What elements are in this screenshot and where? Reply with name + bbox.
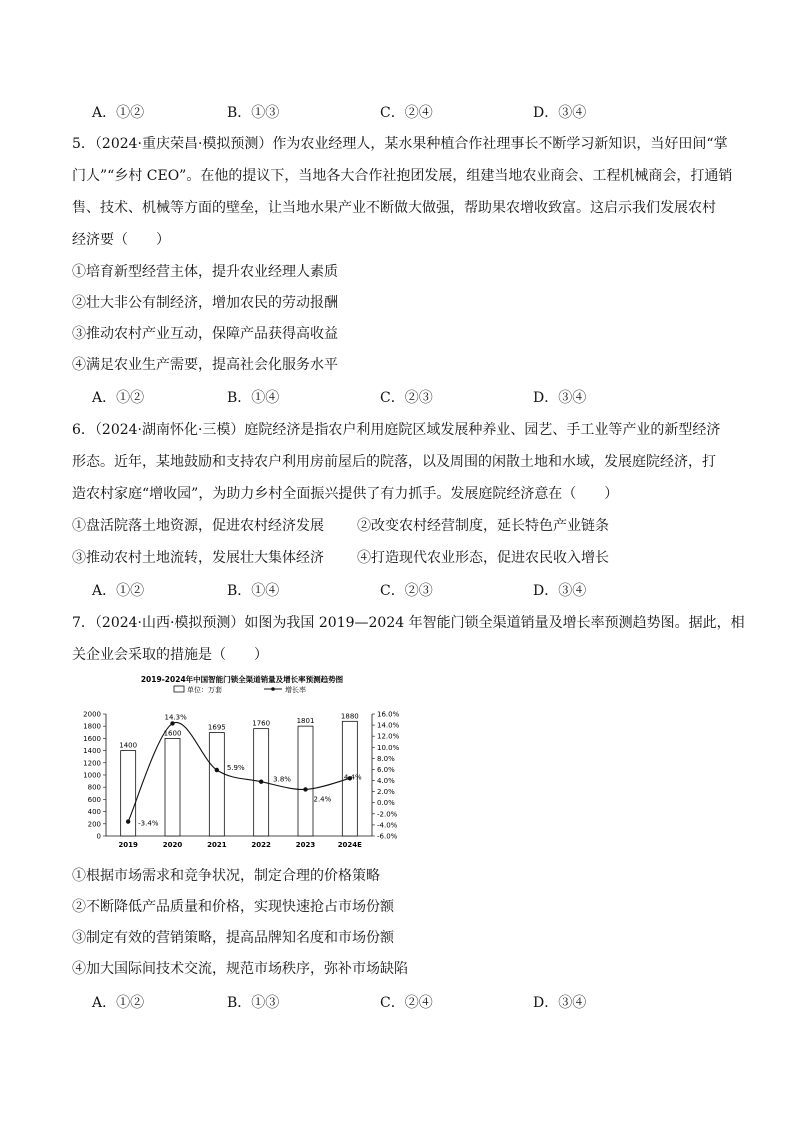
q6-item-4: ④打造现代农业形态，促进农民收入增长 [357,550,609,566]
q5-options [92,387,712,407]
legend-line-marker [271,687,275,691]
growth-point [259,779,263,783]
q5-item-3: ③推动农村产业互动，保障产品获得高收益 [72,326,338,342]
chart-legend [174,685,306,694]
growth-point [215,768,219,772]
q7-options [92,992,712,1012]
y2-tick-label: 16.0% [377,710,400,719]
y2-tick-label: 6.0% [377,765,395,774]
option-c[interactable]: C．②③ [380,390,433,406]
option-a[interactable]: A．①② [92,995,145,1011]
growth-label: 3.8% [273,775,291,784]
y-tick-label: 800 [87,783,101,792]
bar-value-label: 1600 [163,729,182,738]
y-tick-label: 600 [87,795,101,804]
bar-value-label: 1400 [119,741,138,750]
q6-items-row-2 [72,548,722,568]
y2-tick-label: 2.0% [377,788,395,797]
y2-tick-label: 8.0% [377,754,395,763]
q7-stem-line-2: 关企业会采取的措施是（ ） [72,647,268,663]
option-d[interactable]: D．③④ [533,105,587,121]
q5-item-1: ①培育新型经营主体，提升农业经理人素质 [72,264,338,280]
q6-items-row-1 [72,516,722,536]
bar-value-label: 1880 [340,712,359,721]
bar-value-label: 1695 [207,723,226,732]
y-tick-label: 0 [96,832,101,841]
q5-item-2: ②壮大非公有制经济，增加农民的劳动报酬 [72,295,338,311]
chart-title: 2019-2024年中国智能门锁全渠道销量及增长率预测趋势图 [140,675,344,684]
bar [165,738,180,836]
q6-stem-line-2: 形态。近年，某地鼓励和支持农户利用房前屋后的院落，以及周围的闲散土地和水域，发展庭院经济，打 [72,454,716,470]
y-tick-label: 1800 [83,722,101,731]
y2-tick-label: 4.0% [377,777,395,786]
legend-bar-swatch [174,686,184,692]
y2-tick-label: -4.0% [377,821,398,830]
y2-tick-label: -2.0% [377,810,398,819]
q7-item-2: ②不断降低产品质量和价格，实现快速抢占市场份额 [72,899,394,915]
y-tick-label: 1200 [83,759,101,768]
q7-item-3: ③制定有效的营销策略，提高品牌知名度和市场份额 [72,930,394,946]
option-a[interactable]: A．①② [92,105,145,121]
x-tick-label: 2019 [118,841,138,849]
growth-point [170,721,174,725]
q5-stem-line-4: 经济要（ ） [72,232,170,248]
growth-point [303,787,307,791]
option-d[interactable]: D．③④ [533,583,587,599]
chart-growth-line [126,713,362,827]
y-tick-label: 400 [87,808,101,817]
growth-label: 14.3% [164,713,187,722]
option-a[interactable]: A．①② [92,583,145,599]
growth-label: 4.4% [343,773,362,782]
y2-tick-label: 10.0% [377,743,400,752]
q5-stem-line-2: 门人”“乡村 CEO”。在他的提议下，当地各大合作社抱团发展，组建当地农业商会、工程机械商会，打通销 [72,168,733,184]
option-b[interactable]: B．①④ [227,583,280,599]
y-tick-label: 1600 [83,734,101,743]
q6-item-3: ③推动农村土地流转，发展壮大集体经济 [72,550,324,566]
y2-tick-label: -6.0% [377,832,398,841]
y2-tick-label: 12.0% [377,732,400,741]
q6-item-1: ①盘活院落土地资源，促进农村经济发展 [72,518,324,534]
bar [209,733,224,836]
x-tick-label: 2022 [251,841,271,849]
y2-tick-label: 0.0% [377,799,395,808]
growth-point [126,819,130,823]
q5-stem-line-1: 5．（2024·重庆荣昌·模拟预测）作为农业经理人，某水果种植合作社理事长不断学习新知识，当好田间“掌 [72,136,728,152]
x-tick-label: 2024E [337,841,362,849]
growth-label: 5.9% [226,764,245,773]
option-b[interactable]: B．①③ [227,105,280,121]
y-tick-label: 200 [87,820,101,829]
bar-value-label: 1760 [252,719,271,728]
option-d[interactable]: D．③④ [533,390,587,406]
q5-stem-line-3: 售、技术、机械等方面的壁垒，让当地水果产业不断做大做强，帮助果农增收致富。这启示我们发展农村 [72,200,716,216]
y2-tick-label: 14.0% [377,721,400,730]
q7-item-4: ④加大国际间技术交流，规范市场秩序，弥补市场缺陷 [72,961,408,977]
q7-stem-line-1: 7．（2024·山西·模拟预测）如图为我国 2019—2024 年智能门锁全渠道销量及增长率预测趋势图。据此，相 [72,615,745,631]
y-tick-label: 1000 [83,771,101,780]
q4-options [92,102,712,122]
q6-item-2: ②改变农村经营制度，延长特色产业链条 [357,518,609,534]
x-tick-label: 2021 [207,841,227,849]
x-tick-label: 2023 [295,841,316,849]
option-c[interactable]: C．②③ [380,583,433,599]
bar [298,726,313,836]
option-c[interactable]: C．②④ [380,995,433,1011]
q6-options [92,580,712,600]
legend-bar-label: 单位：万套 [187,686,222,694]
q6-stem-line-3: 造农村家庭“增收园”，为助力乡村全面振兴提供了有力抓手。发展庭院经济意在（ ） [72,486,619,502]
option-b[interactable]: B．①③ [227,995,280,1011]
option-b[interactable]: B．①④ [227,390,280,406]
growth-label: 2.4% [313,795,332,804]
smart-lock-sales-chart [72,670,412,856]
option-a[interactable]: A．①② [92,390,145,406]
chart-bars [119,712,358,836]
y-tick-label: 1400 [83,747,101,756]
growth-label: -3.4% [138,819,159,828]
q7-item-1: ①根据市场需求和竞争状况，制定合理的价格策略 [72,868,380,884]
legend-line-label: 增长率 [285,686,306,694]
option-d[interactable]: D．③④ [533,995,587,1011]
q6-stem-line-1: 6．（2024·湖南怀化·三模）庭院经济是指农户利用庭院区域发展种养业、园艺、手工业等产业的新型经济 [72,422,721,438]
y-tick-label: 2000 [83,710,101,719]
x-tick-label: 2020 [162,841,183,849]
q5-item-4: ④满足农业生产需要，提高社会化服务水平 [72,357,338,373]
option-c[interactable]: C．②④ [380,105,433,121]
bar-value-label: 1801 [296,717,315,726]
